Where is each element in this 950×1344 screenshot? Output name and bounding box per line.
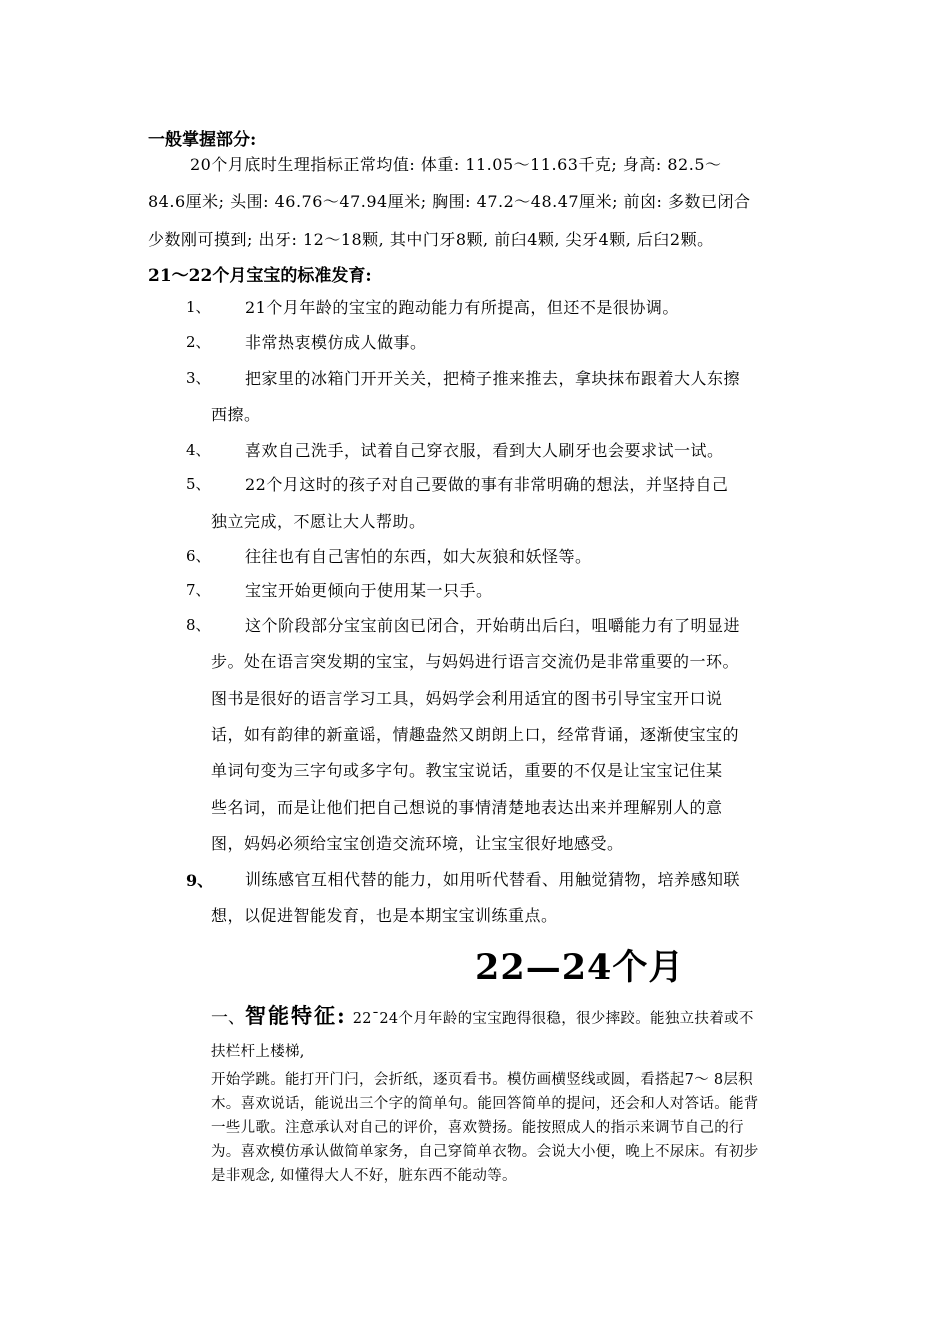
section-line: 是非观念, 如懂得大人不好，脏东西不能动等。 [211,1168,517,1184]
list-item-line: 西擦。 [211,405,261,424]
list-number: 3、 [186,369,211,387]
section-intro-line [211,1000,754,1030]
list-item-line: 想，以促进智能发育，也是本期宝宝训练重点。 [211,906,558,925]
list-number: 2、 [186,333,211,351]
list-item-line: 喜欢自己洗手，试着自己穿衣服，看到大人刷牙也会要求试一试。 [245,441,724,460]
list-number: 9、 [186,871,214,890]
list-item-line: 22个月这时的孩子对自己要做的事有非常明确的想法，并坚持自己 [245,475,729,494]
list-item-line: 把家里的冰箱门开开关关，把椅子推来推去，拿块抹布跟着大人东擦 [245,369,741,388]
section-line: 一些儿歌。注意承认对自己的评价，喜欢赞扬。能按照成人的指示来调节自己的行 [211,1120,744,1136]
list-number: 1、 [186,298,211,316]
section-heading-general: 一般掌握部分: [148,130,257,150]
list-item-line: 宝宝开始更倾向于使用某一只手。 [245,581,493,600]
section-title-22-24: 22—24个月 [475,947,685,988]
list-number: 7、 [186,581,211,599]
list-item-line: 图书是很好的语言学习工具，妈妈学会利用适宜的图书引导宝宝开口说 [211,689,723,708]
para-line: 少数刚可摸到; 出牙: 12～18颗, 其中门牙8颗, 前臼4颗, 尖牙4颗, 后臼2颗。 [148,230,714,249]
list-item-line: 些名词，而是让他们把自己想说的事情清楚地表达出来并理解别人的意 [211,798,723,817]
list-number: 4、 [186,441,211,459]
list-number: 8、 [186,616,211,634]
list-item-line: 往往也有自己害怕的东西，如大灰狼和妖怪等。 [245,547,592,566]
section-line: 木。喜欢说话，能说出三个字的简单句。能回答简单的提问，还会和人对答话。能背 [211,1096,759,1112]
list-item-line: 21个月年龄的宝宝的跑动能力有所提高，但还不是很协调。 [245,298,679,317]
list-number: 5、 [186,475,211,493]
para-line: 84.6厘米; 头围: 46.76～47.94厘米; 胸围: 47.2～48.47厘米; 前囟: 多数已闭合 [148,192,751,211]
list-item-line: 这个阶段部分宝宝前囟已闭合，开始萌出后臼，咀嚼能力有了明显进 [245,616,741,635]
section-heading-standard: 21～22个月宝宝的标准发育: [148,266,372,286]
section-label-wrap [245,1000,347,1030]
para-line: 20个月底时生理指标正常均值: 体重: 11.05～11.63千克; 身高: 82.5～ [190,155,722,174]
section-first-line: 22¯24个月年龄的宝宝跑得很稳，很少摔跤。能独立扶着或不 [352,1011,754,1027]
list-item-line: 步。处在语言突发期的宝宝，与妈妈进行语言交流仍是非常重要的一环。 [211,652,740,671]
list-item-line: 训练感官互相代替的能力，如用听代替看、用触觉猜物，培养感知联 [245,870,741,889]
section-label: 智能特征: [245,1003,347,1028]
list-number: 6、 [186,547,211,565]
section-line: 扶栏杆上楼梯, [211,1044,305,1060]
list-item-line: 独立完成，不愿让大人帮助。 [211,512,426,531]
list-item-line: 话，如有韵律的新童谣，情趣盎然又朗朗上口，经常背诵，逐渐使宝宝的 [211,725,740,744]
section-line: 开始学跳。能打开门闩，会折纸，逐页看书。模仿画横竖线或圆，看搭起7～ 8层积 [211,1072,753,1088]
list-item-line: 图，妈妈必须给宝宝创造交流环境，让宝宝很好地感受。 [211,834,624,853]
section-prefix: 一、 [211,1008,245,1028]
list-item-line: 单词句变为三字句或多字句。教宝宝说话，重要的不仅是让宝宝记住某 [211,761,723,780]
list-item-line: 非常热衷模仿成人做事。 [245,333,427,352]
section-line: 为。喜欢模仿承认做简单家务，自己穿简单衣物。会说大小便，晚上不尿床。有初步 [211,1144,759,1160]
